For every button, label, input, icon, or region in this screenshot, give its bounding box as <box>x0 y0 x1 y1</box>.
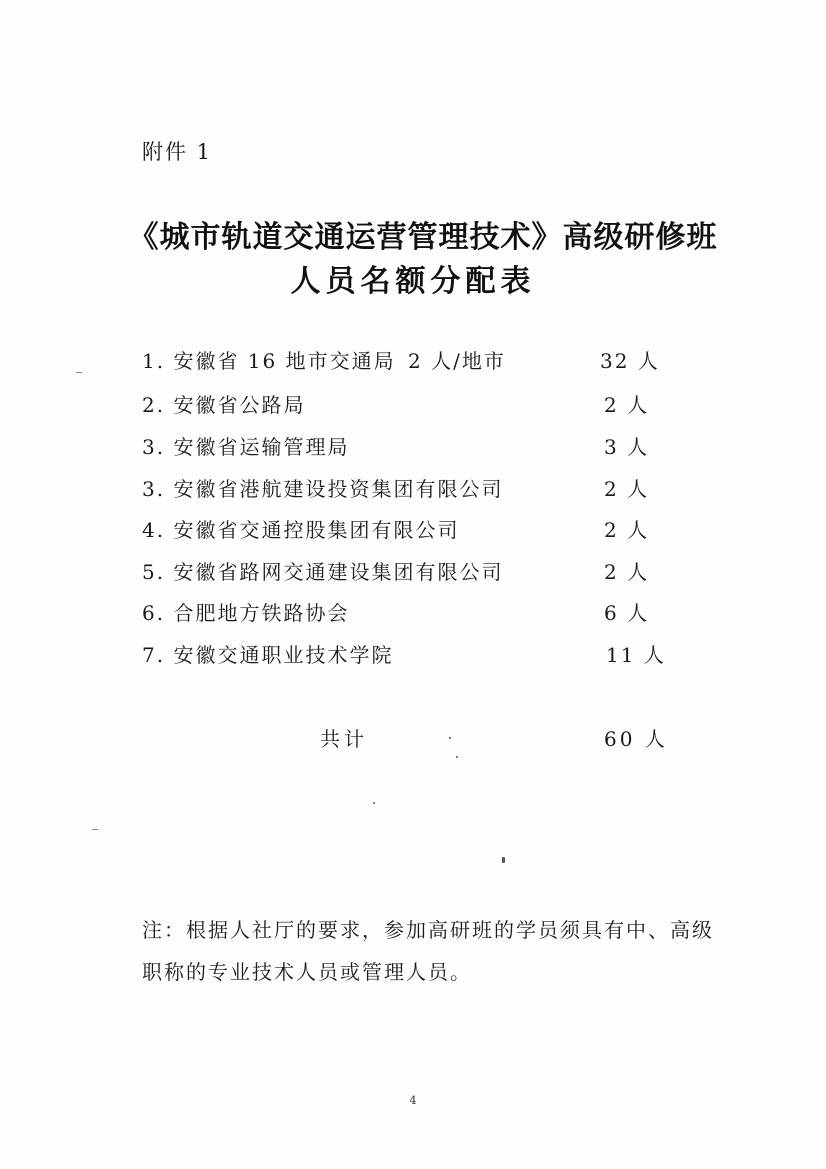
allocation-unit: 2. 安徽省公路局 <box>142 393 306 417</box>
allocation-row <box>142 345 682 375</box>
allocation-unit: 7. 安徽交通职业技术学院 <box>142 643 394 667</box>
allocation-row <box>142 389 682 419</box>
allocation-count: 6 人 <box>604 601 650 625</box>
allocation-unit: 1. 安徽省 16 地市交通局 <box>142 349 396 373</box>
allocation-row <box>142 556 682 586</box>
allocation-count: 32 人 <box>600 349 660 373</box>
allocation-row <box>142 431 682 461</box>
document-title-line-1: 《城市轨道交通运营管理技术》高级研修班 <box>128 220 718 255</box>
allocation-unit: 4. 安徽省交通控股集团有限公司 <box>142 518 460 542</box>
allocation-count: 11 人 <box>606 643 666 667</box>
allocation-count: 2 人 <box>604 393 650 417</box>
allocation-row <box>142 514 682 544</box>
allocation-unit: 3. 安徽省运输管理局 <box>142 435 350 459</box>
allocation-note: 2 人/地市 <box>408 349 506 373</box>
scan-speck <box>76 372 82 373</box>
allocation-row <box>142 597 682 627</box>
scan-speck <box>502 857 505 863</box>
total-label: 共计 <box>320 727 368 751</box>
scan-speck <box>456 756 458 758</box>
scan-speck <box>92 829 98 830</box>
allocation-unit: 3. 安徽省港航建设投资集团有限公司 <box>142 477 504 501</box>
allocation-row <box>142 639 682 669</box>
allocation-count: 2 人 <box>604 518 650 542</box>
allocation-count: 2 人 <box>604 560 650 584</box>
allocation-count: 3 人 <box>604 435 650 459</box>
page-number: 4 <box>409 1094 417 1107</box>
scan-speck <box>373 802 375 804</box>
document-title-line-2: 人员名额分配表 <box>290 264 536 299</box>
allocation-count: 2 人 <box>604 477 650 501</box>
attachment-label: 附件 1 <box>142 140 213 164</box>
allocation-unit: 5. 安徽省路网交通建设集团有限公司 <box>142 560 504 584</box>
allocation-unit: 6. 合肥地方铁路协会 <box>142 601 350 625</box>
total-count: 60 人 <box>604 727 668 751</box>
allocation-row <box>142 473 682 503</box>
footnote-line-1: 注：根据人社厅的要求，参加高研班的学员须具有中、高级 <box>142 918 714 942</box>
footnote-line-2: 职称的专业技术人员或管理人员。 <box>142 960 472 984</box>
scan-speck <box>449 737 451 739</box>
